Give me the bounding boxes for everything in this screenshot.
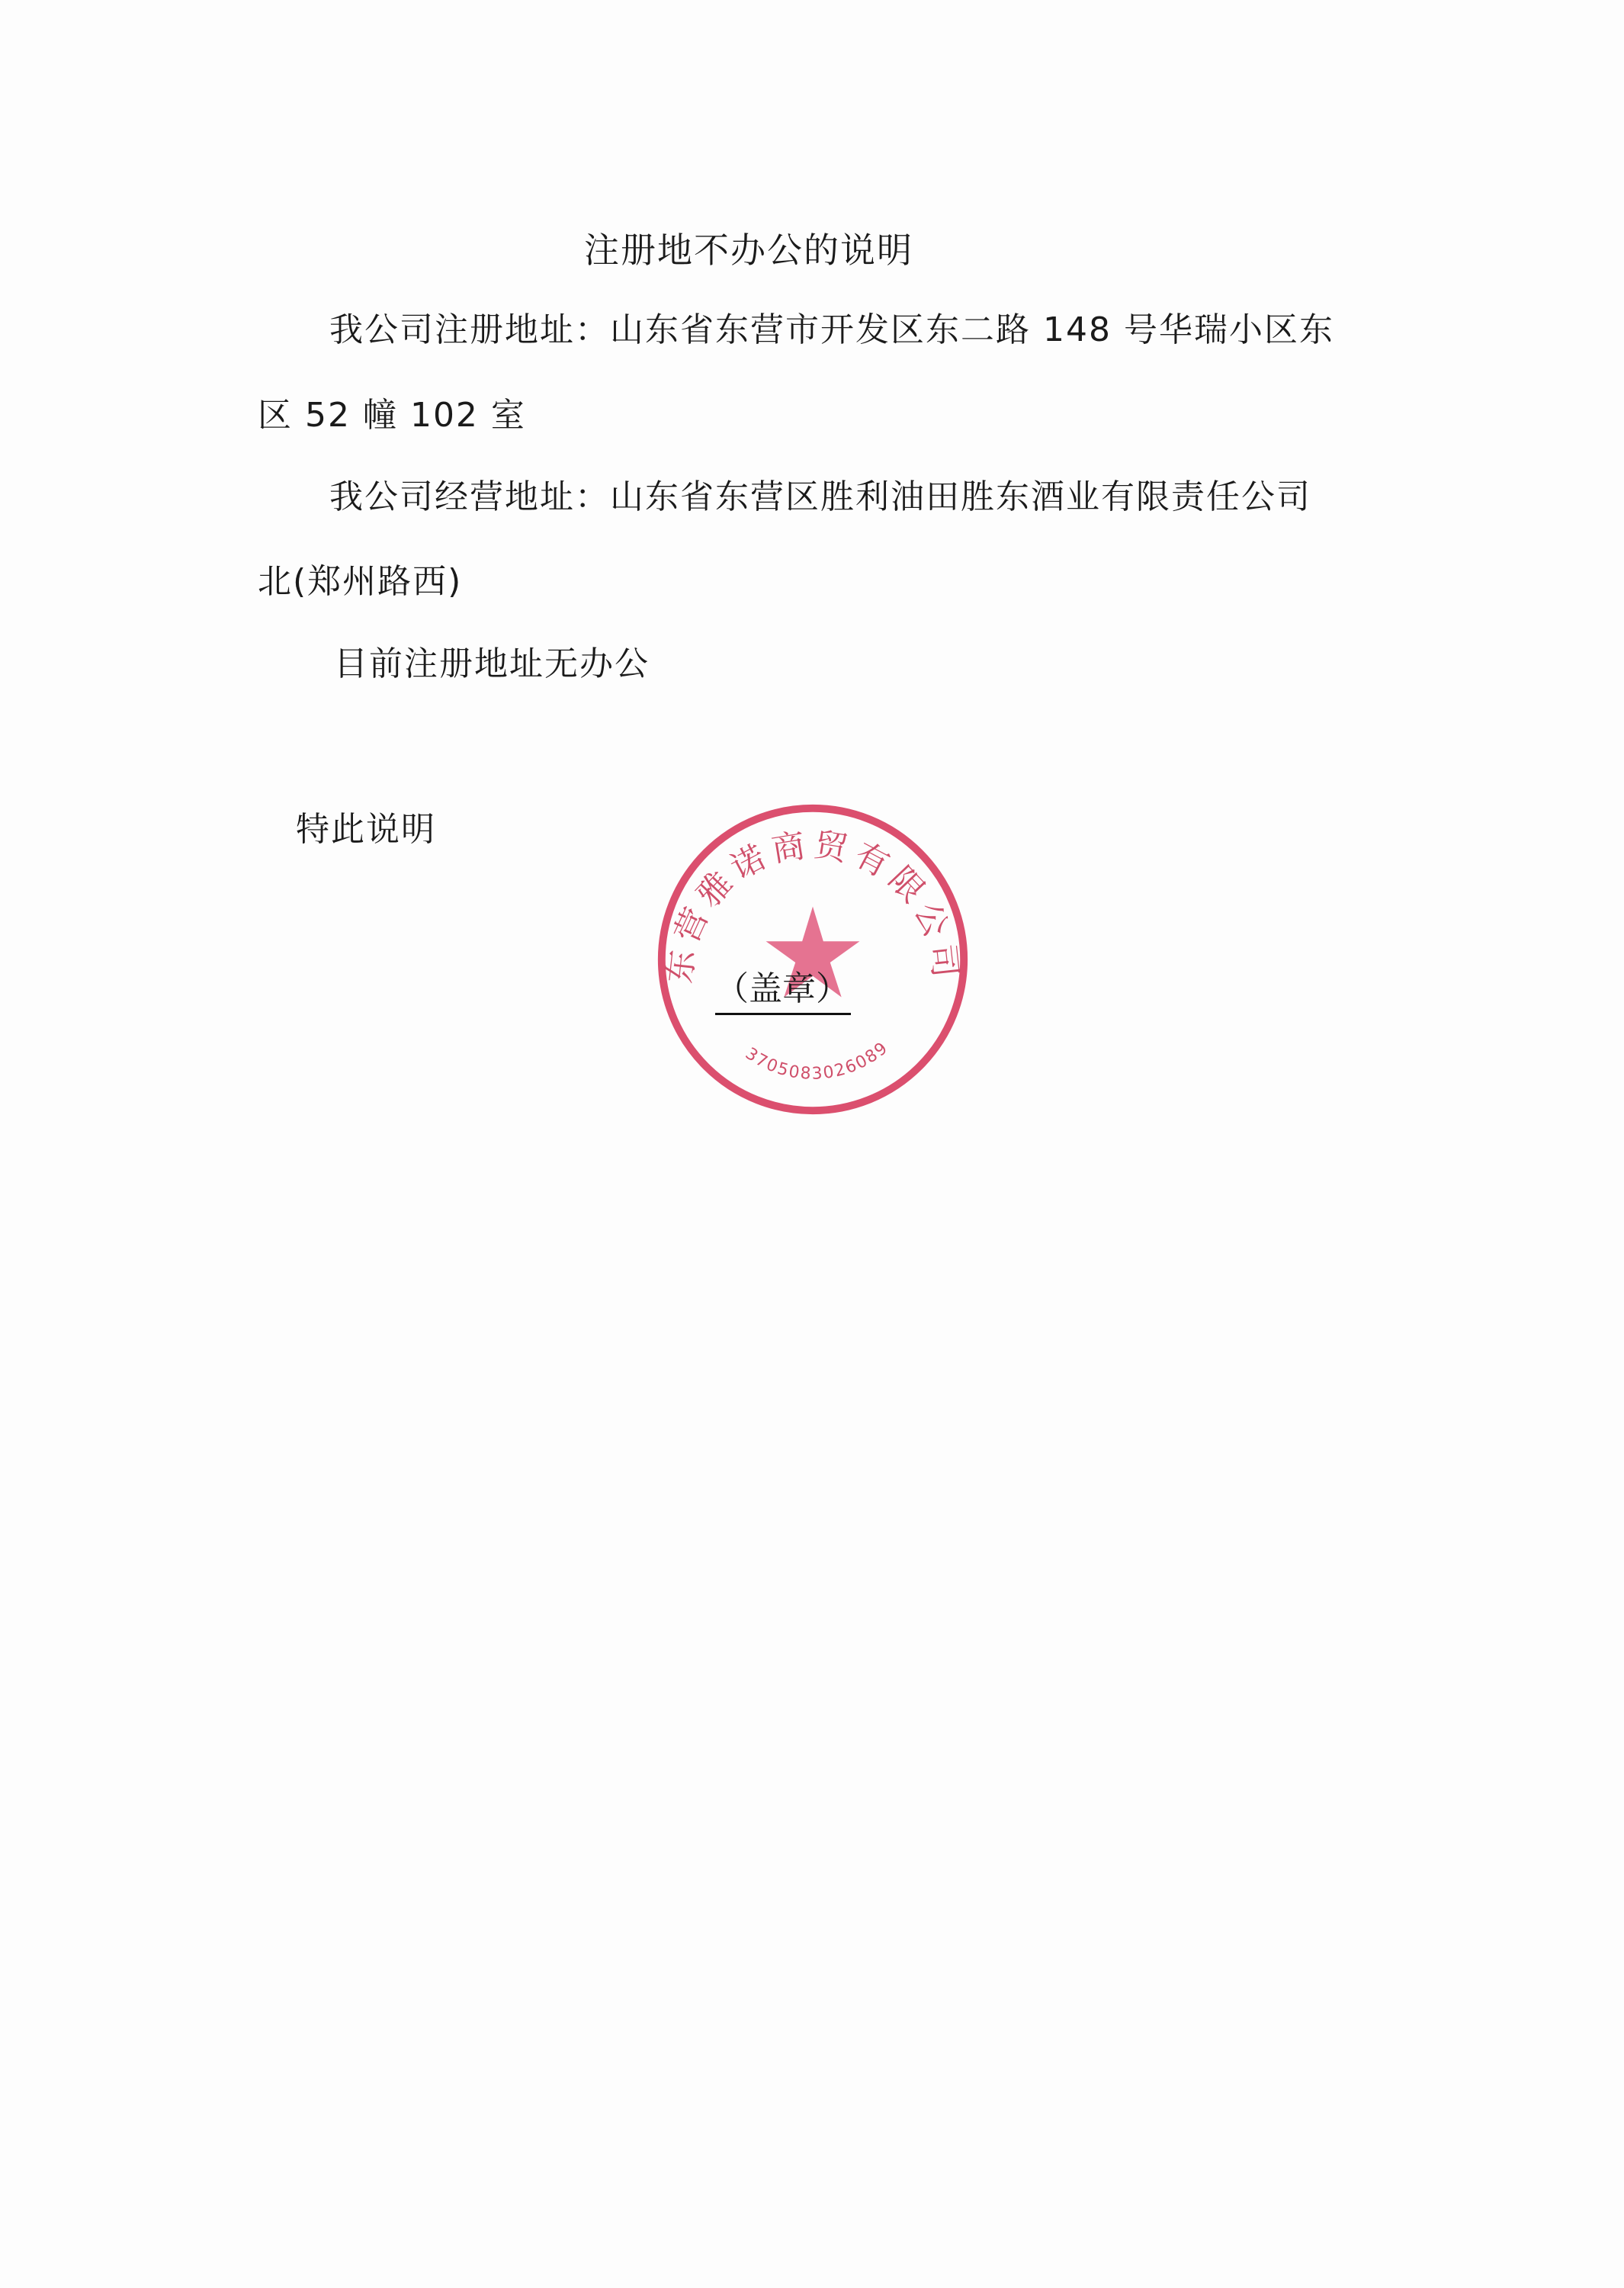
registered-address-line-2: 区 52 幢 102 室 <box>258 396 526 435</box>
seal-registration-number: 3705083026089 <box>741 1038 893 1084</box>
stamp-label: （盖章） <box>715 969 849 1008</box>
company-seal <box>647 793 979 1126</box>
business-address-line-2: 北(郑州路西) <box>258 562 463 601</box>
business-address-line-1: 我公司经营地址：山东省东营区胜利油田胜东酒业有限责任公司 <box>329 477 1311 516</box>
document-title: 注册地不办公的说明 <box>584 230 913 271</box>
registered-address-line-1: 我公司注册地址：山东省东营市开发区东二路 148 号华瑞小区东 <box>329 310 1334 349</box>
seal-company-name: 东营雅诺商贸有限公司 <box>660 825 965 985</box>
no-office-statement: 目前注册地址无办公 <box>334 644 650 683</box>
closing-statement: 特此说明 <box>296 810 436 849</box>
stamp-underline <box>715 1013 851 1015</box>
